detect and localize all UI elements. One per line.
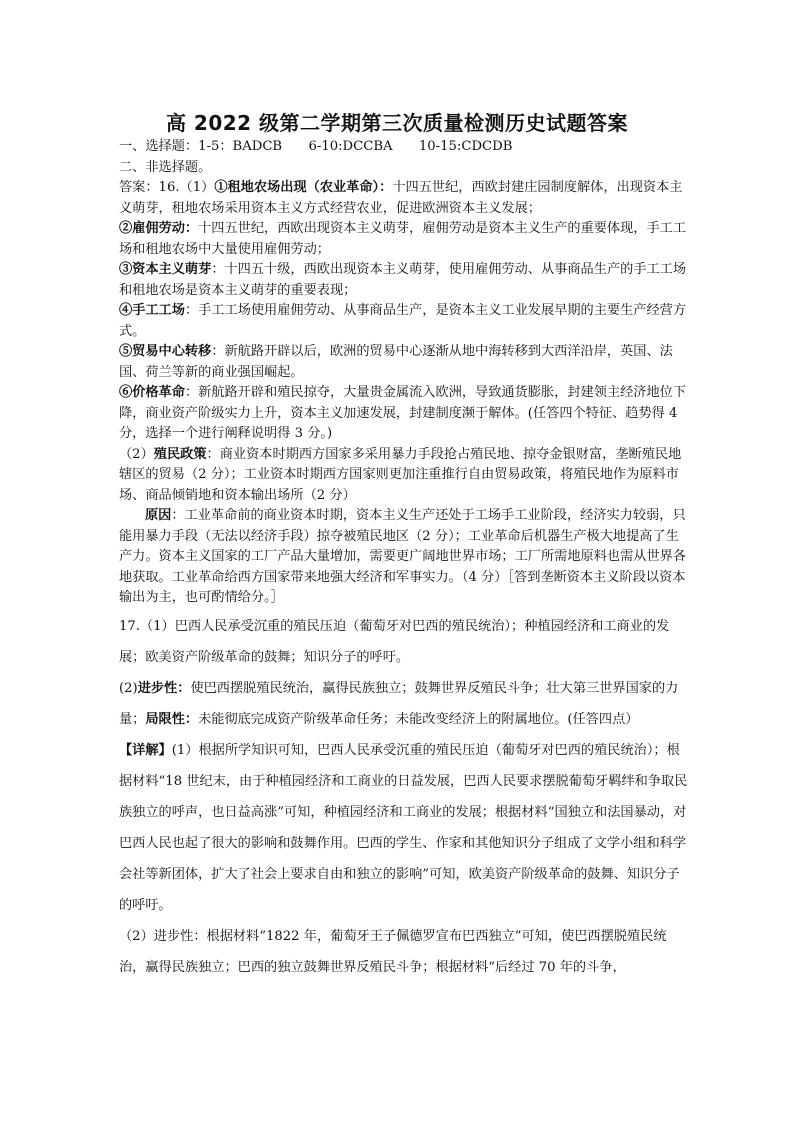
page-title: 高 2022 级第二学期第三次质量检测历史试题答案 xyxy=(165,111,629,135)
q16-reason xyxy=(119,506,689,609)
q16-part-2-label: 殖民政策 xyxy=(153,446,207,462)
q17-explanation-label: 【详解】 xyxy=(119,742,172,758)
q16-part-2-head: （2） xyxy=(119,446,154,462)
q16-point-2 xyxy=(119,219,689,260)
q17-part-2-head: (2) xyxy=(119,680,138,696)
section-heading-non-choice: 二、非选择题。 xyxy=(119,159,212,175)
q17-explanation xyxy=(119,735,689,921)
q17-limitation-text: 未能彻底完成资产阶级革命任务；未能改变经济上的附属地位。(任答四点） xyxy=(198,711,639,727)
multiple-choice-answers: 一、选择题：1-5：BADCB 6-10:DCCBA 10-15:CDCDB xyxy=(119,139,513,154)
q16-point-5-label: ⑤贸易中心转移 xyxy=(119,344,212,359)
q16-point-6-text: ：新航路开辟和殖民掠夺，大量贵金属流入欧洲，导致通货膨胀，封建领主经济地位下降，商业资产阶级实力上升，资本主义加速发展，封建制度濒于解体。(任答四个特征、趋势得 4 分，选择一个进行阐释说明得 3 分。) xyxy=(119,385,687,441)
q16-reason-text: ：工业革命前的商业资本时期，资本主义生产还处于工场手工业阶段，经济实力较弱，只能用暴力手段（无法以经济手段）掠夺被殖民地区（2 分）；工业革命后机器生产极大地提高了生产力。资本主义国家的工厂产品大量增加，需要更广阔地世界市场；工厂所需地原料也需从世界各地获取。工业革命给西方国家带来地强大经济和军事实力。（4 分）［答到垄断资本主义阶段以资本输出为主，也可酌情给分。］ xyxy=(119,508,687,605)
q17-progress-label: 进步性： xyxy=(137,680,191,696)
q16-point-2-label: ②雇佣劳动： xyxy=(119,221,199,236)
q16-point-4 xyxy=(119,301,689,342)
q17-explanation-part-2: （2）进步性：根据材料“1822 年，葡萄牙王子佩德罗宣布巴西独立”可知，使巴西摆脱殖民统治，赢得民族独立；巴西的独立鼓舞世界反殖民斗争；根据材料“后经过 70 年的斗争， xyxy=(119,928,667,975)
q16-head: 答案：16.（1） xyxy=(119,180,215,195)
q16-reason-label: 原因 xyxy=(145,508,172,523)
q16-point-6 xyxy=(119,383,689,445)
q16-point-4-label: ④手工工场 xyxy=(119,303,185,318)
q17-explanation-text: (1）根据所学知识可知，巴西人民承受沉重的殖民压迫（葡萄牙对巴西的殖民统治）；根据材料“18 世纪末，由于种植园经济和工商业的日益发展，巴西人民要求摆脱葡萄牙羁绊和争取民族独立的呼声，也日益高涨”可知，种植园经济和工商业的发展；根据材料“国独立和法国暴动，对巴西人民也起了很大的影响和鼓舞作用。巴西的学生、作家和其他知识分子组成了文学小组和科学会社等新团体，扩大了社会上要求自由和独立的影响”可知，欧美资产阶级革命的鼓舞、知识分子的呼吁。 xyxy=(119,742,688,913)
q16-point-5-text: ：新航路开辟以后，欧洲的贸易中心逐渐从地中海转移到大西洋沿岸，英国、法国、荷兰等新的商业强国崛起。 xyxy=(119,344,673,380)
q16-point-3 xyxy=(119,260,689,301)
q17-part-1: 17.（1）巴西人民承受沉重的殖民压迫（葡萄牙对巴西的殖民统治）；种植园经济和工商业的发展；欧美资产阶级革命的鼓舞；知识分子的呼吁。 xyxy=(119,618,670,665)
q16-point-6-label: ⑥价格革命 xyxy=(119,385,185,400)
q16-point-3-label: ③资本主义萌芽 xyxy=(119,262,212,277)
q16-point-4-text: ：手工工场使用雇佣劳动、从事商品生产，是资本主义工业发展早期的主要生产经营方式。 xyxy=(119,303,687,339)
q17-limitation-label: 局限性： xyxy=(145,711,199,727)
q16-point-1 xyxy=(119,178,689,219)
q17-part-2 xyxy=(119,673,689,735)
q16-point-3-text: ：十四五十级，西欧出现资本主义萌芽，使用雇佣劳动、从事商品生产的手工工场和租地农场是资本主义萌芽的重要表现； xyxy=(119,262,687,298)
answer-content xyxy=(119,137,689,983)
q16-point-1-label: ①租地农场出现（农业革命）： xyxy=(214,180,393,195)
q16-part-2 xyxy=(119,445,689,507)
q16-point-2-text: 十四五世纪，西欧出现资本主义萌芽，雇佣劳动是资本主义生产的重要体现，手工工场和租地农场中大量使用雇佣劳动； xyxy=(119,221,687,257)
q16-point-1-text: 十四五世纪，西欧封建庄园制度解体，出现资本主义萌芽，租地农场采用资本主义方式经营农业，促进欧洲资本主义发展； xyxy=(119,180,683,216)
q17-progress-text: 使巴西摆脱殖民统治，赢得民族独立；鼓舞世界反殖民斗争；壮大第三世界国家的力量； xyxy=(119,680,679,727)
q16-point-5 xyxy=(119,342,689,383)
q16-part-2-text: ：商业资本时期西方国家多采用暴力手段抢占殖民地、掠夺金银财富，垄断殖民地辖区的贸易（2 分）；工业资本时期西方国家则更加注重推行自由贸易政策，将殖民地作为原料市场、商品倾销地和资本输出场所（2 分） xyxy=(119,446,682,503)
